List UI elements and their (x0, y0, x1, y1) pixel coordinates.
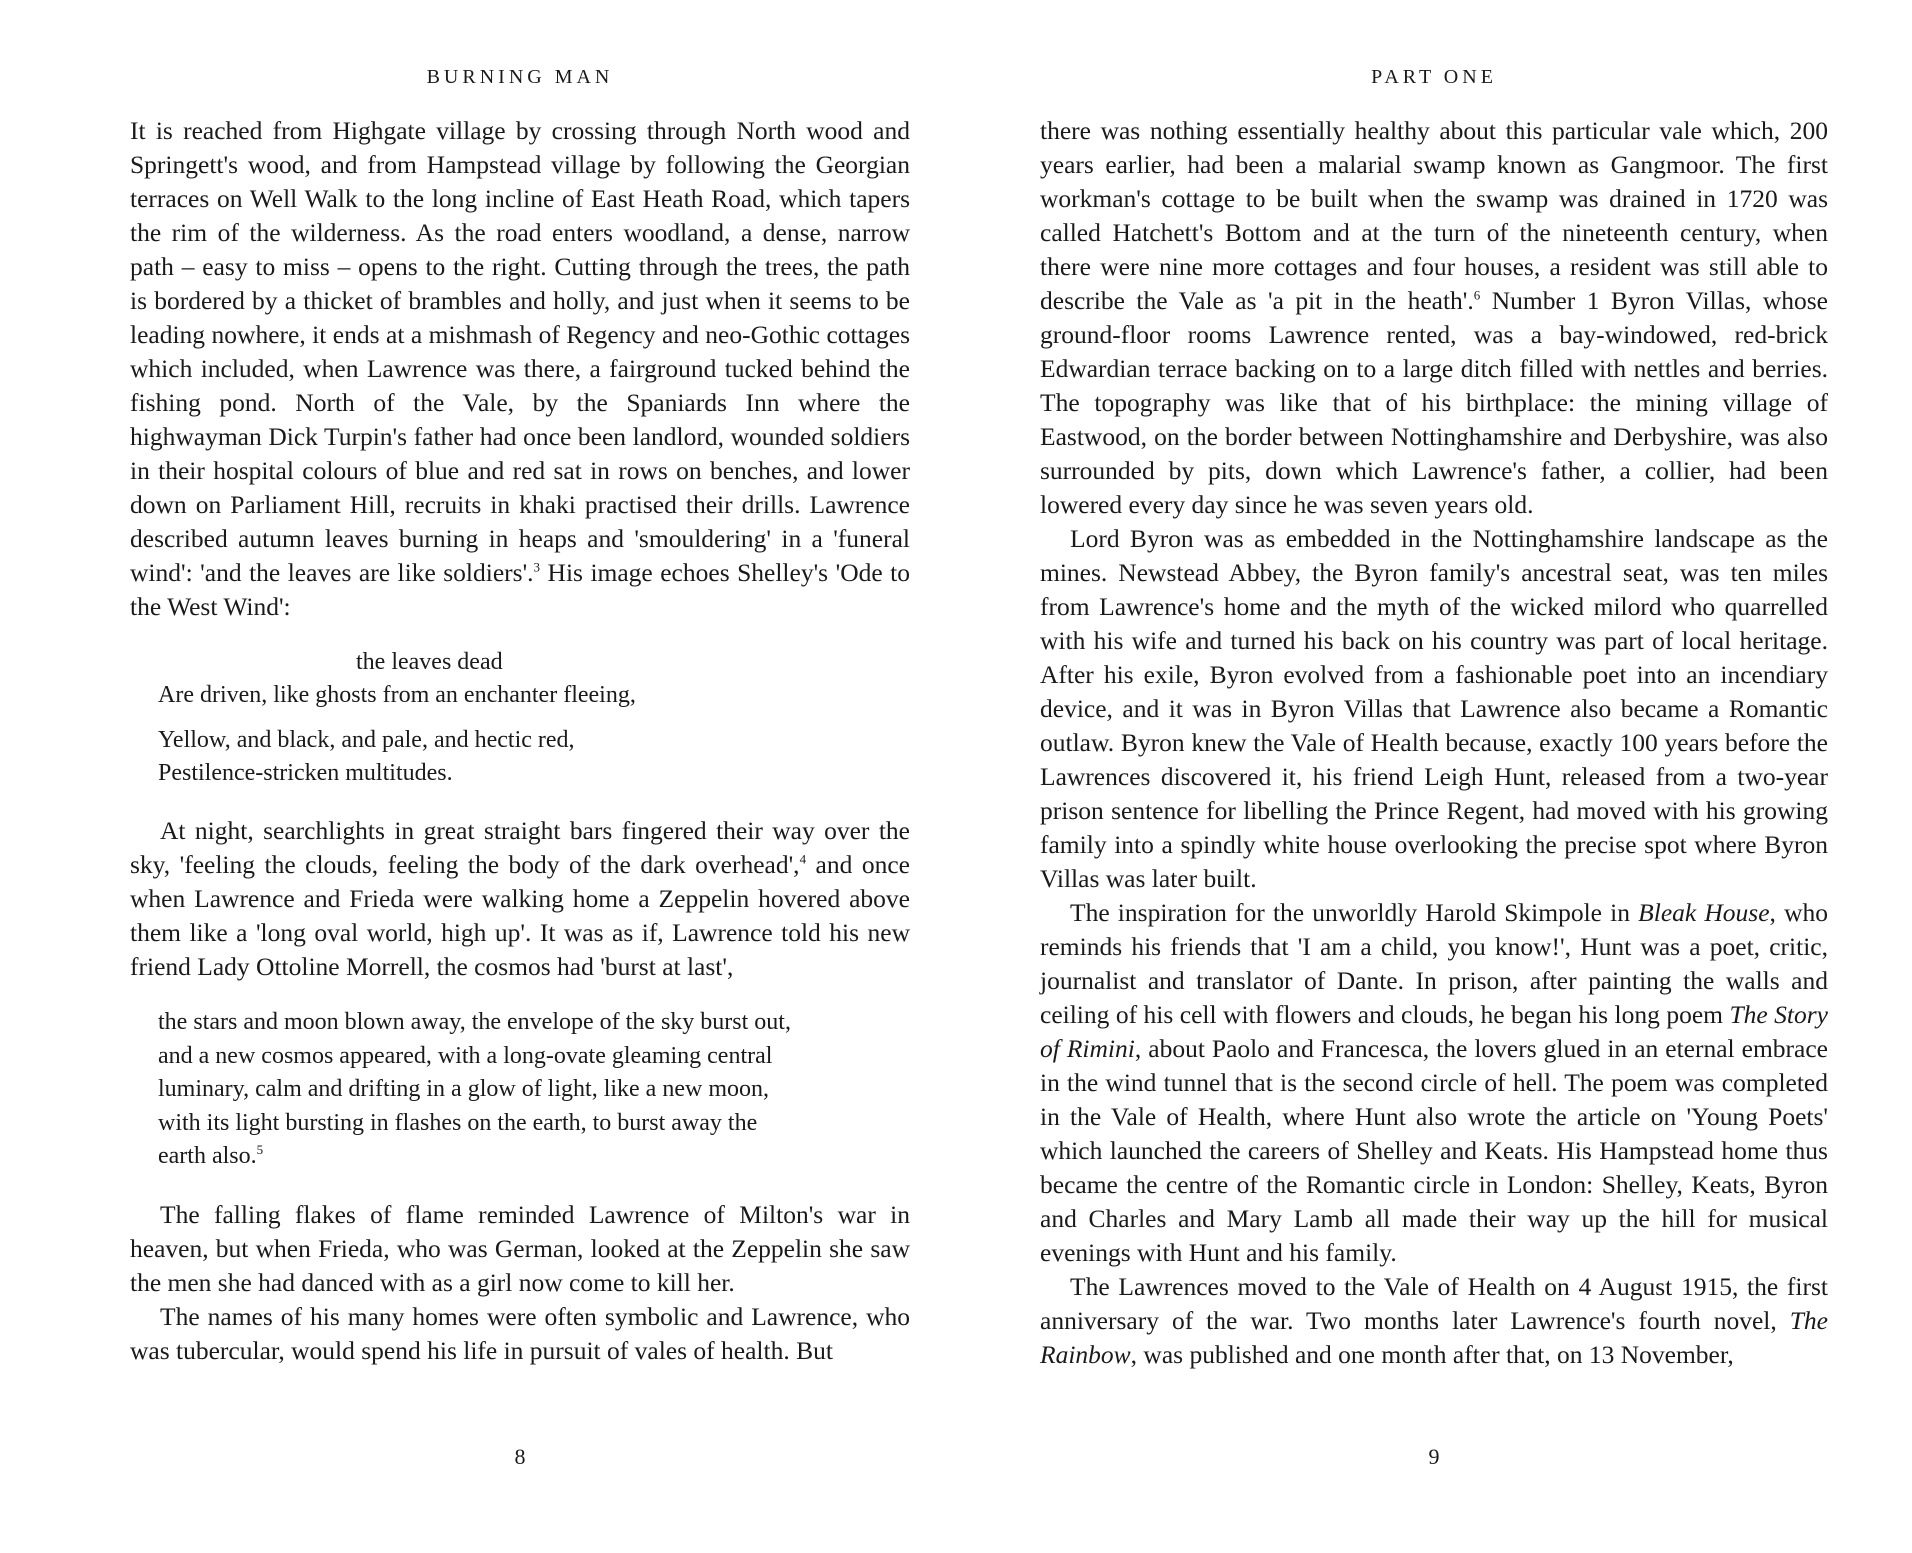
paragraph: The Lawrences moved to the Vale of Health on 4 August 1915, the first anniversary of the war. Two months later Lawrence's fourth novel, The Rainbow, was published and one month after that, on 13 November, (1040, 1272, 1828, 1369)
paragraph: The inspiration for the unworldly Harold Skimpole in Bleak House, who reminds his friends that 'I am a child, you know!', Hunt was a poet, critic, journalist and translator of Dante. In prison, after painting the walls and ceiling of his cell with flowers and clouds, he began his long poem The Story of Rimini, about Paolo and Francesca, the lovers glued in an eternal embrace in the wind tunnel that is the second circle of hell. The poem was completed in the Vale of Health, where Hunt also wrote the article on 'Young Poets' which launched the careers of Shelley and Keats. His Hampstead home thus became the centre of the Romantic circle in London: Shelley, Keats, Byron and Charles and Mary Lamb all made their way up the hill for musical evenings with Hunt and his family. (1040, 898, 1829, 1267)
running-head-left: BURNING MAN (426, 66, 614, 88)
quote-line: and a new cosmos appeared, with a long-ovate gleaming central (158, 1042, 773, 1069)
paragraph: The names of his many homes were often symbolic and Lawrence, who was tubercular, would spend his life in pursuit of vales of health. But (130, 1301, 910, 1365)
quote-line: the stars and moon blown away, the envelope of the sky burst out, (158, 1009, 791, 1035)
quote-line: Yellow, and black, and pale, and hectic red, (158, 727, 575, 753)
footnote-marker[interactable]: 5 (256, 1142, 264, 1157)
footnote-marker[interactable]: 4 (799, 851, 807, 867)
right-page (1040, 0, 1828, 1553)
quote-line: earth also.$^5$ (158, 1142, 264, 1169)
block-quote-lawrence (158, 1006, 910, 1174)
book-title: The Rainbow (1040, 1306, 1828, 1369)
left-page-text (130, 114, 910, 1368)
left-page (130, 0, 910, 1553)
right-page-text (1040, 114, 1828, 1372)
paragraph: The falling flakes of flame reminded Lawrence of Milton's war in heaven, but when Frieda, who was German, looked at the Zeppelin she saw the men she had danced with as a girl now come to kill her. (130, 1199, 910, 1297)
block-quote-shelley (158, 646, 910, 790)
running-head-right: PART ONE (1371, 66, 1497, 88)
book-title: The Story of Rimini (1040, 1000, 1828, 1063)
paragraph: At night, searchlights in great straight bars fingered their way over the sky, 'feeling the clouds, feeling the body of the dark overhead',$^4$ and once when Lawrence and Frieda were walking home a Zeppelin hovered above them like a 'long oval world, high up'. It was as if, Lawrence told his new friend Lady Ottoline Morrell, the cosmos had 'burst at last', (130, 816, 910, 981)
paragraph: Lord Byron was as embedded in the Nottinghamshire landscape as the mines. Newstead Abbey, the Byron family's ancestral seat, was ten miles from Lawrence's home and the myth of the wicked milord who quarrelled with his wife and turned his back on his country was part of local heritage. After his exile, Byron evolved from a fashionable poet into an incendiary device, and it was in Byron Villas that Lawrence also became a Romantic outlaw. Byron knew the Vale of Health because, exactly 100 years before the Lawrences discovered it, his friend Leigh Hunt, released from a two-year prison sentence for libelling the Prince Regent, had moved with his growing family into a spindly white house overlooking the precise spot where Byron Villas was later built. (1040, 524, 1828, 893)
quote-line: Pestilence-stricken multitudes. (158, 760, 453, 786)
page-number-left: 8 (514, 1444, 526, 1469)
footnote-marker[interactable]: 3 (533, 559, 541, 575)
quote-line: with its light bursting in flashes on the earth, to burst away the (158, 1109, 758, 1136)
paragraph: there was nothing essentially healthy about this particular vale which, 200 years earlier, had been a malarial swamp known as Gangmoor. The first workman's cottage to be built when the swamp was drained in 1720 was called Hatchett's Bottom and at the turn of the nineteenth century, when there were nine more cottages and four houses, a resident was still able to describe the Vale as 'a pit in the heath'.$^6$ Number 1 Byron Villas, whose ground-floor rooms Lawrence rented, was a bay-windowed, red-brick Edwardian terrace backing on to a large ditch filled with nettles and berries. The topography was like that of his birthplace: the mining village of Eastwood, on the border between Nottinghamshire and Derbyshire, was also surrounded by pits, down which Lawrence's father, a collier, had been lowered every day since he was seven years old. (1040, 116, 1828, 519)
page-number-right: 9 (1428, 1444, 1440, 1469)
stanza-gap (158, 712, 910, 724)
book-title: Bleak House (1638, 898, 1770, 927)
footnote-marker[interactable]: 6 (1473, 287, 1481, 303)
quote-line: the leaves dead (356, 649, 503, 675)
quote-line: luminary, calm and drifting in a glow of light, like a new moon, (158, 1076, 769, 1102)
quote-line: Are driven, like ghosts from an enchanter fleeing, (158, 682, 636, 708)
paragraph: It is reached from Highgate village by crossing through North wood and Springett's wood, and from Hampstead village by following the Georgian terraces on Well Walk to the long incline of East Heath Road, which tapers the rim of the wilderness. As the road enters woodland, a dense, narrow path – easy to miss – opens to the right. Cutting through the trees, the path is bordered by a thicket of brambles and holly, and just when it seems to be leading nowhere, it ends at a mishmash of Regency and neo-Gothic cottages which included, when Lawrence was there, a fairground tucked behind the fishing pond. North of the Vale, by the Spaniards Inn where the highwayman Dick Turpin's father had once been landlord, wounded soldiers in their hospital colours of blue and red sat in rows on benches, and lower down on Parliament Hill, recruits in khaki practised their drills. Lawrence described autumn leaves burning in heaps and 'smouldering' in a 'funeral wind': 'and the leaves are like soldiers'.$^3$ His image echoes Shelley's 'Ode to the West Wind': (130, 116, 910, 621)
